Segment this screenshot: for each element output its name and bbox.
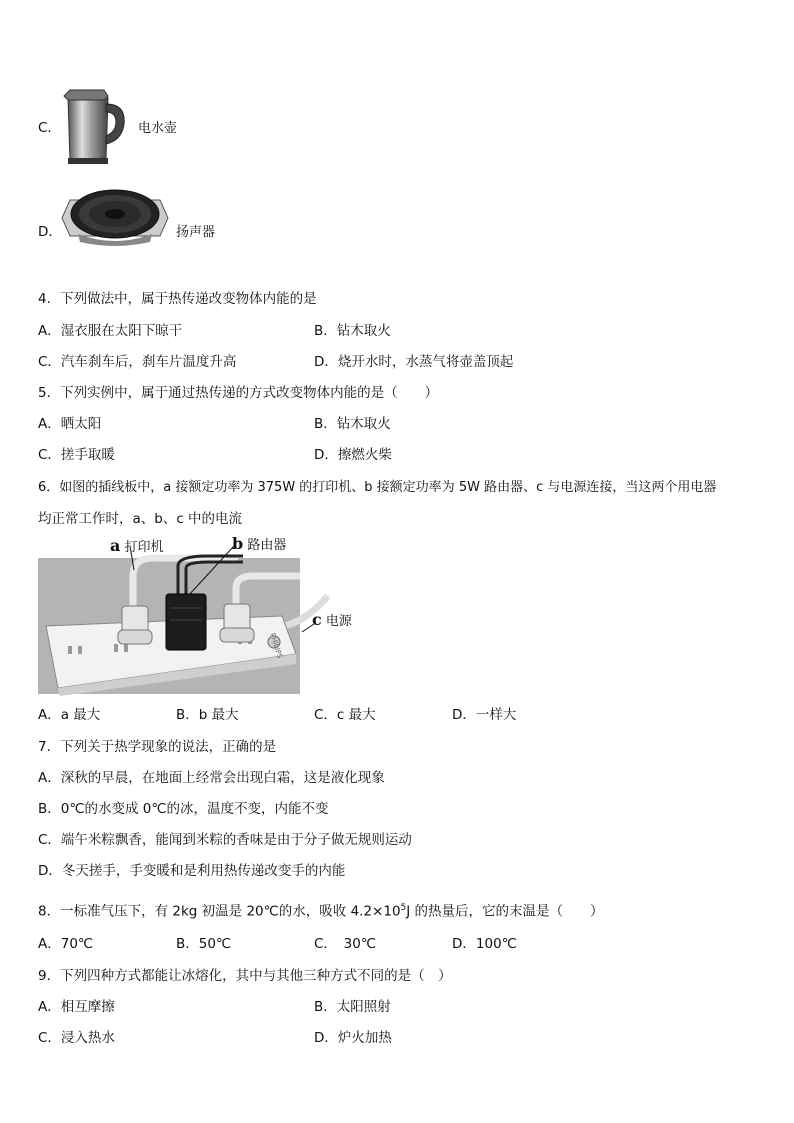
q9-stem: 9．下列四种方式都能让冰熔化，其中与其他三种方式不同的是（ ） (38, 968, 452, 984)
label-c-letter: c (312, 610, 322, 629)
q7-option-a: A．深秋的早晨，在地面上经常会出现白霜，这是液化现象 (38, 770, 385, 786)
option-c-letter: C． (38, 120, 61, 136)
q8-option-c: C． 30℃ (314, 936, 377, 952)
q6-option-d: D．一样大 (452, 707, 517, 723)
label-b (232, 535, 286, 555)
q9-option-c: C．浸入热水 (38, 1030, 115, 1046)
speaker-image (60, 188, 170, 246)
label-c (312, 611, 352, 631)
label-a-text: 打印机 (124, 540, 164, 555)
q7-option-c: C．端午米粽飘香，能闻到米粽的香味是由于分子做无规则运动 (38, 832, 412, 848)
label-b-text: 路由器 (247, 538, 287, 553)
q5-option-a: A．晒太阳 (38, 416, 102, 432)
option-d-letter: D． (38, 224, 62, 240)
q6-option-a: A．a 最大 (38, 707, 101, 723)
q8-option-b: B．50℃ (176, 936, 232, 952)
label-a (110, 537, 164, 557)
q4-option-a: A．湿衣服在太阳下晾干 (38, 323, 183, 339)
speaker-label: 扬声器 (176, 225, 216, 240)
q6-stem-line1: 6．如图的插线板中，a 接额定功率为 375W 的打印机、b 接额定功率为 5W 路由器、c 与电源连接，当这两个用电器 (38, 480, 717, 495)
q9-option-b: B．太阳照射 (314, 999, 391, 1015)
q6-stem-line2: 均正常工作时，a、b、c 中的电流 (38, 511, 243, 527)
q7-option-d: D．冬天搓手，手变暖和是利用热传递改变手的内能 (38, 863, 346, 879)
q5-stem: 5．下列实例中，属于通过热传递的方式改变物体内能的是（ ） (38, 385, 439, 401)
q8-option-d: D．100℃ (452, 936, 517, 952)
electric-kettle-image (60, 88, 130, 166)
q8-option-a: A．70℃ (38, 936, 94, 952)
q6-option-b: B．b 最大 (176, 707, 239, 723)
q8-stem-exponent: 5 (400, 903, 407, 913)
q9-option-a: A．相互摩擦 (38, 999, 115, 1015)
q5-option-d: D．擦燃火柴 (314, 447, 392, 463)
q5-option-b: B．钻木取火 (314, 416, 391, 432)
q9-option-d: D．炉火加热 (314, 1030, 392, 1046)
q6-option-c: C．c 最大 (314, 707, 376, 723)
q7-stem: 7．下列关于热学现象的说法，正确的是 (38, 739, 277, 755)
q5-option-c: C．搓手取暖 (38, 447, 115, 463)
label-a-letter: a (110, 536, 121, 555)
q4-option-b: B．钻木取火 (314, 323, 391, 339)
q8-stem (38, 898, 604, 922)
q4-stem: 4．下列做法中，属于热传递改变物体内能的是 (38, 291, 317, 307)
label-b-letter: b (232, 534, 244, 553)
q4-option-d: D．烧开水时，水蒸气将壶盖顶起 (314, 354, 514, 370)
kettle-label: 电水壶 (138, 121, 178, 136)
q7-option-b: B．0℃的水变成 0℃的冰，温度不变，内能不变 (38, 801, 329, 817)
q8-stem-after: J 的热量后，它的末温是（ ） (406, 903, 604, 920)
q4-option-c: C．汽车刹车后，刹车片温度升高 (38, 354, 237, 370)
brand-logo: PHILIPS (268, 632, 284, 660)
label-c-text: 电源 (325, 614, 352, 629)
q8-stem-before: 8．一标准气压下，有 2kg 初温是 20℃的水，吸收 4.2×10 (38, 903, 401, 920)
power-strip-figure (38, 536, 358, 696)
